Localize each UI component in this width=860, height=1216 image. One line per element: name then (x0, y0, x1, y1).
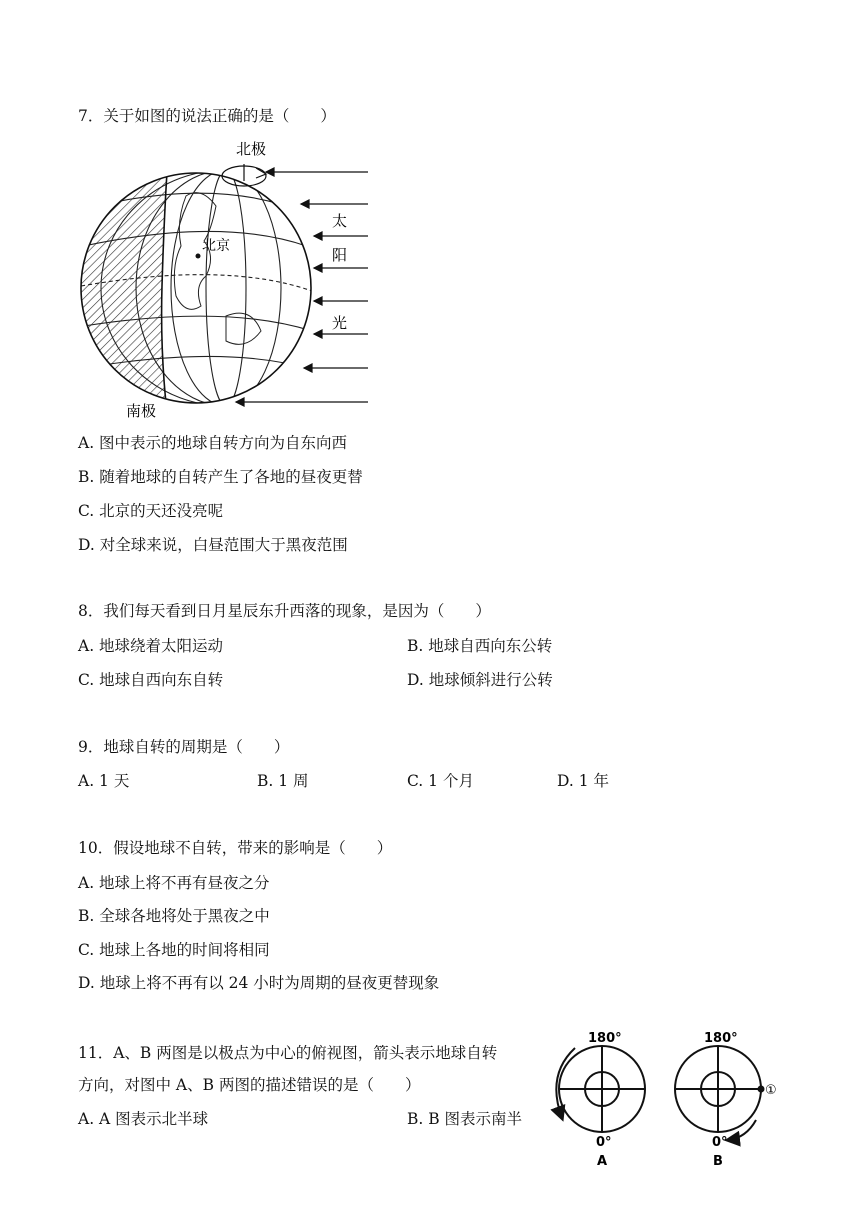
question-8-stem: 8．我们每天看到日月星辰东升西落的现象，是因为（ ） (78, 602, 491, 620)
fig-b-bottom-label: 0° (712, 1135, 728, 1150)
q10-option-a: A. 地球上将不再有昼夜之分 (78, 874, 270, 892)
q9-option-d: D. 1 年 (557, 772, 610, 790)
question-9-stem: 9．地球自转的周期是（ ） (78, 738, 290, 756)
q9-option-a: A. 1 天 (78, 772, 130, 790)
fig-a-top-label: 180° (588, 1031, 622, 1046)
fig-b-top-label: 180° (704, 1031, 738, 1046)
polar-figure-a (556, 1031, 645, 1169)
q11-option-a: A. A 图表示北半球 (78, 1110, 209, 1128)
earth-daylight-figure (76, 136, 376, 421)
q10-option-d: D. 地球上将不再有以 24 小时为周期的昼夜更替现象 (78, 974, 440, 992)
q7-option-a: A. 图中表示的地球自转方向为自东向西 (78, 434, 348, 452)
sun-char-3: 光 (332, 314, 348, 332)
q8-option-b: B. 地球自西向东公转 (407, 637, 553, 655)
question-11-stem-line2: 方向，对图中 A、B 两图的描述错误的是（ ） (78, 1076, 421, 1094)
question-11-stem-line1: 11．A、B 两图是以极点为中心的俯视图，箭头表示地球自转 (78, 1044, 498, 1062)
south-pole-label: 南极 (126, 402, 157, 420)
north-pole-label: 北极 (236, 140, 267, 158)
sun-char-2: 阳 (332, 246, 348, 264)
q10-option-c: C. 地球上各地的时间将相同 (78, 941, 270, 959)
question-7-stem: 7．关于如图的说法正确的是（ ） (78, 107, 336, 125)
fig-b-label: B (713, 1154, 723, 1169)
fig-b-marker: ① (765, 1083, 777, 1098)
beijing-label: 北京 (202, 238, 230, 254)
polar-figure-b (675, 1031, 777, 1169)
sun-char-1: 太 (332, 212, 348, 230)
q7-option-b: B. 随着地球的自转产生了各地的昼夜更替 (78, 468, 363, 486)
q8-option-a: A. 地球绕着太阳运动 (78, 637, 224, 655)
q10-option-b: B. 全球各地将处于黑夜之中 (78, 907, 270, 925)
question-10-stem: 10．假设地球不自转，带来的影响是（ ） (78, 839, 393, 857)
fig-a-label: A (597, 1154, 608, 1169)
q9-option-c: C. 1 个月 (407, 772, 474, 790)
q11-option-b: B. B 图表示南半 (407, 1110, 523, 1128)
q8-option-c: C. 地球自西向东自转 (78, 671, 224, 689)
q7-option-c: C. 北京的天还没亮呢 (78, 502, 224, 520)
polar-view-figures (548, 1030, 798, 1180)
q8-option-d: D. 地球倾斜进行公转 (407, 671, 553, 689)
q9-option-b: B. 1 周 (257, 772, 309, 790)
q7-option-d: D. 对全球来说，白昼范围大于黑夜范围 (78, 536, 348, 554)
fig-a-bottom-label: 0° (596, 1135, 612, 1150)
